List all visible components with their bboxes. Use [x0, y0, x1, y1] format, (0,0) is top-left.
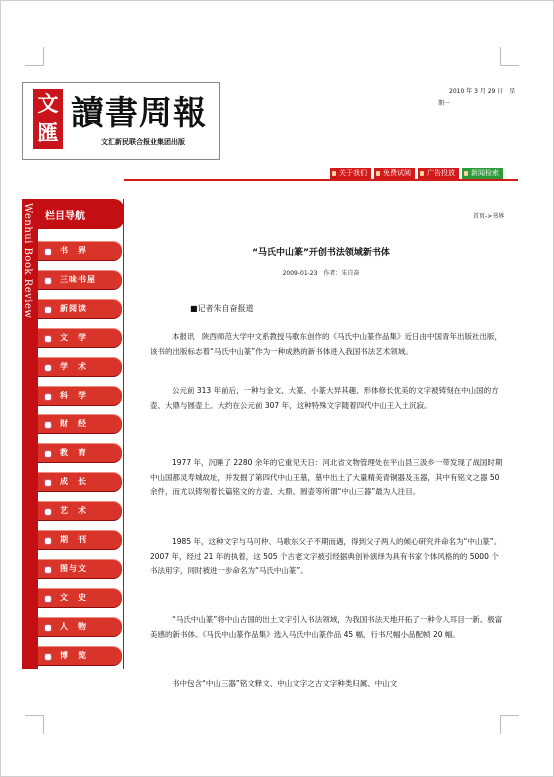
article-paragraph: 公元前 313 年前后，一种与金文、大篆、小篆大异其趣、形体修长优美的文字被铸刻在中山国的方壶、大鼎与圆壶上。大约在公元前 307 年，这种特殊文字随着四代中山王入土沉寂。 — [150, 386, 499, 410]
article-paragraph: 本报讯 陕西师范大学中文系教授马歌东创作的《马氏中山篆作品集》近日由中国青年出版社出版，该书的出版标志着“马氏中山篆”作为一种成熟的新书体进入我国书法艺术领域。 — [150, 332, 502, 356]
logo-char-2: 匯 — [37, 120, 59, 145]
sidebar-item-label: 期 刊 — [60, 535, 87, 544]
bullet-dot-icon — [44, 421, 52, 429]
masthead-subtitle: 文汇新民联合报业集团出版 — [101, 138, 185, 146]
article-paragraph: 1985 年，这种文字与马可仲、马歌东父子不期而遇，得到父子两人的倾心研究并命名为“中山篆”。2007 年，经过 21 年的执着，这 505 个古老文字被引经据典创补演绎为具有书家个体风格的的 5000 个书法用字，同时被进一步命名为“马氏中山篆”。 — [150, 537, 502, 575]
nav-news-search[interactable]: 新闻检索 — [462, 168, 503, 179]
sidebar-item[interactable] — [38, 501, 122, 521]
reporter-line: ■记者朱自奋报道 — [190, 304, 254, 313]
sidebar-item-label: 新阅读 — [60, 303, 87, 313]
sidebar-item[interactable] — [38, 530, 122, 550]
sidebar-item-label: 学 术 — [60, 361, 87, 371]
sidebar-item[interactable] — [38, 588, 122, 608]
sidebar-item[interactable] — [38, 414, 122, 434]
sidebar-item[interactable] — [38, 328, 122, 348]
bullet-dot-icon — [44, 335, 52, 343]
sidebar-vertical-text: Wenhui Book Review — [22, 203, 33, 319]
bullet-dot-icon — [44, 566, 52, 574]
bullet-dot-icon — [44, 277, 52, 285]
sidebar-header — [38, 199, 124, 229]
sidebar-item[interactable] — [38, 386, 122, 406]
bullet-dot-icon — [44, 306, 52, 314]
logo-char-1: 文 — [37, 91, 59, 116]
nav-about-us[interactable]: 关于我们 — [330, 168, 371, 179]
sidebar-item-label: 财 经 — [60, 419, 87, 429]
crop-mark-bottom-left — [25, 715, 44, 734]
nav-free-trial[interactable]: 免费试阅 — [374, 168, 415, 179]
sidebar-item-label: 图与文 — [60, 563, 87, 573]
bullet-dot-icon — [44, 595, 52, 603]
sidebar-item[interactable] — [38, 241, 122, 261]
bullet-dot-icon — [44, 450, 52, 458]
sidebar-item-label: 教 育 — [60, 448, 87, 458]
bullet-dot-icon — [44, 248, 52, 256]
bullet-dot-icon — [44, 537, 52, 545]
breadcrumb[interactable]: 首页->书界 — [473, 213, 505, 220]
masthead-logo — [22, 82, 220, 160]
bullet-dot-icon — [44, 393, 52, 401]
sidebar-item[interactable] — [38, 617, 122, 637]
sidebar-item-label: 艺 术 — [60, 506, 87, 516]
article-paragraph: 书中包含“中山三器”铭文释文、中山文字之古文字种类归属、中山文 — [172, 679, 398, 688]
crop-mark-top-left — [25, 47, 44, 66]
sidebar-item[interactable] — [38, 270, 122, 290]
sidebar-item[interactable] — [38, 443, 122, 463]
sidebar-item-label: 科 学 — [60, 390, 87, 400]
sidebar-item[interactable] — [38, 559, 122, 579]
sidebar-item-label: 书 界 — [60, 246, 87, 255]
top-nav — [330, 168, 503, 179]
issue-weekday: 期一 — [438, 100, 451, 107]
sidebar-vertical-title — [22, 199, 38, 669]
crop-mark-top-right — [500, 47, 519, 66]
bullet-dot-icon — [44, 479, 52, 487]
article-meta: 2009-01-23 作者：朱自奋 — [282, 270, 360, 277]
sidebar-item[interactable] — [38, 357, 122, 377]
article-paragraph: “马氏中山篆”将中山古国的出土文字引入书法领域，为我国书法天地开拓了一种令人耳目一新、极富美感的新书体。《马氏中山篆作品集》选入马氏中山篆作品 45 幅，行书尺幅小品配帧 20 幅。 — [150, 615, 503, 639]
sidebar-item[interactable] — [38, 472, 122, 492]
bullet-dot-icon — [44, 624, 52, 632]
sidebar-item-label: 三味书屋 — [60, 274, 96, 284]
sidebar-item-label: 博 览 — [60, 650, 87, 660]
article-paragraph: 1977 年，沉睡了 2280 余年的它重见天日：河北省文物管理处在平山县三汲乡一带发现了战国时期中山国都灵寿城故址，并发掘了第四代中山王墓，墓中出土了大量精美青铜器及玉器，其中有铭文之器 50 余件，而尤以铸刻着长篇铭文的方壶、大鼎、圆壶等所谓“中山三器”最为人注目。 — [150, 458, 503, 496]
header-divider — [124, 179, 518, 181]
sidebar-item[interactable] — [38, 646, 122, 666]
crop-mark-bottom-right — [500, 715, 519, 734]
masthead-title: 讀書周報 — [71, 93, 207, 132]
sidebar-item-label: 人 物 — [60, 621, 87, 631]
sidebar-header-label: 栏目导航 — [45, 211, 85, 222]
bullet-dot-icon — [44, 364, 52, 372]
bullet-dot-icon — [44, 653, 52, 661]
wenhui-logo-mark — [33, 89, 63, 149]
nav-advertising[interactable]: 广告投放 — [418, 168, 459, 179]
article-title: “马氏中山篆”开创书法领域新书体 — [252, 248, 390, 258]
bullet-dot-icon — [44, 508, 52, 516]
sidebar-nav — [38, 229, 124, 669]
sidebar-item[interactable] — [38, 299, 122, 319]
issue-date: 2010 年 3 月 29 日 星 — [449, 88, 516, 95]
sidebar-item-label: 文 史 — [60, 592, 87, 602]
sidebar-item-label: 文 学 — [60, 332, 87, 342]
sidebar-item-label: 成 长 — [60, 477, 87, 487]
